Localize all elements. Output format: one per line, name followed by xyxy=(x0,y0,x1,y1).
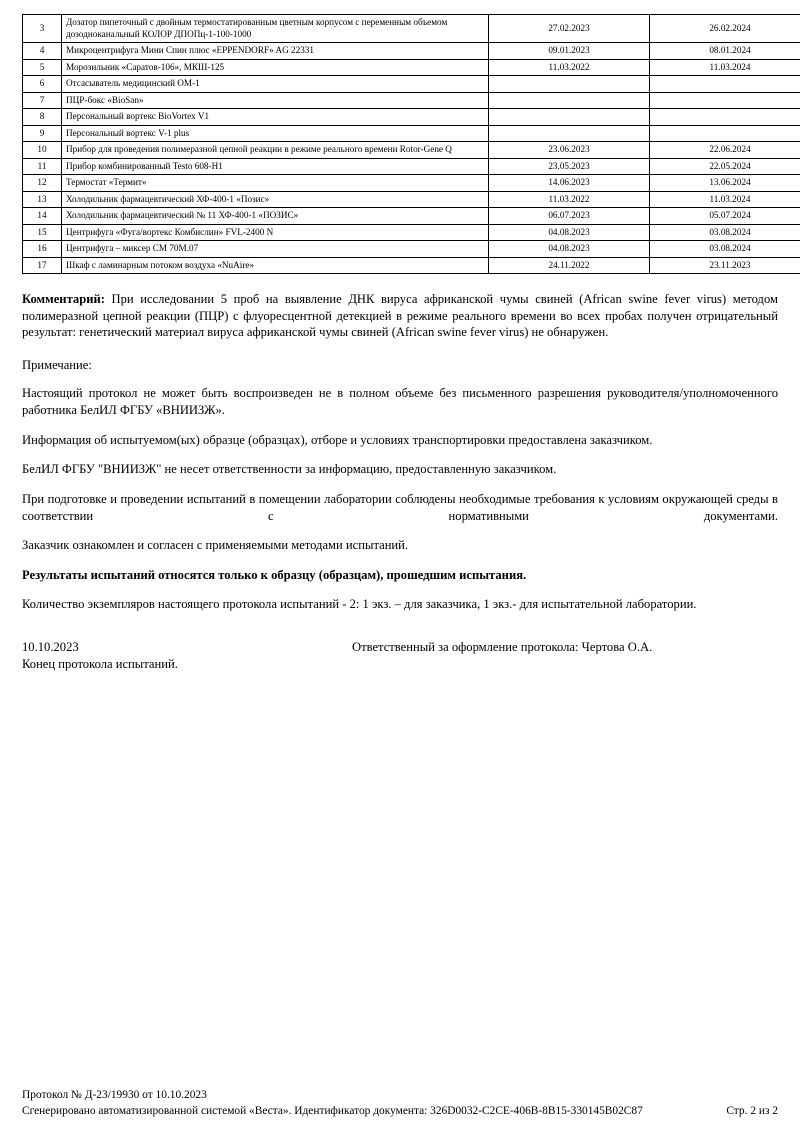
table-row xyxy=(23,191,800,208)
equipment-table xyxy=(22,14,800,274)
row-date-expires xyxy=(650,125,800,142)
row-date-expires: 11.03.2024 xyxy=(650,59,800,76)
comment-block xyxy=(22,291,778,341)
row-date-expires: 13.06.2024 xyxy=(650,175,800,192)
signature-date: 10.10.2023 xyxy=(22,639,79,654)
row-number: 4 xyxy=(23,43,62,60)
row-number: 10 xyxy=(23,142,62,159)
row-equipment-name: Центрифуга – миксер СМ 70М.07 xyxy=(62,241,489,258)
note-line-3: БелИЛ ФГБУ "ВНИИЗЖ" не несет ответственности за информацию, предоставленную заказчиком. xyxy=(22,462,557,477)
row-date-expires xyxy=(650,76,800,93)
table-row xyxy=(23,241,800,258)
row-number: 14 xyxy=(23,208,62,225)
row-date-verified: 11.03.2022 xyxy=(489,191,650,208)
row-date-expires: 22.05.2024 xyxy=(650,158,800,175)
table-row xyxy=(23,125,800,142)
row-equipment-name: Прибор комбинированный Testo 608-H1 xyxy=(62,158,489,175)
row-equipment-name: Холодильник фармацевтический № 11 ХФ-400-1 «ПОЗИС» xyxy=(62,208,489,225)
row-number: 3 xyxy=(23,15,62,43)
footer-page-label: Стр. 2 из 2 xyxy=(726,1105,778,1118)
table-row xyxy=(23,92,800,109)
table-row xyxy=(23,43,800,60)
row-date-expires: 03.08.2024 xyxy=(650,224,800,241)
row-number: 12 xyxy=(23,175,62,192)
table-row xyxy=(23,15,800,43)
row-date-verified: 04.08.2023 xyxy=(489,241,650,258)
table-row xyxy=(23,76,800,93)
table-row xyxy=(23,175,800,192)
row-number: 17 xyxy=(23,257,62,274)
row-number: 11 xyxy=(23,158,62,175)
footer-bottom-row xyxy=(22,1103,778,1120)
row-date-expires: 11.03.2024 xyxy=(650,191,800,208)
row-equipment-name: Термостат «Термит» xyxy=(62,175,489,192)
row-equipment-name: Персональный вортекс BioVortex V1 xyxy=(62,109,489,126)
note-line-4: При подготовке и проведении испытаний в помещении лаборатории соблюдены необходимые требования к условиям окружающей среды в соответствии с нормативными документами. xyxy=(22,491,778,523)
table-row xyxy=(23,59,800,76)
row-date-verified xyxy=(489,125,650,142)
table-row xyxy=(23,208,800,225)
table-row xyxy=(23,158,800,175)
table-row xyxy=(23,257,800,274)
row-date-verified: 23.06.2023 xyxy=(489,142,650,159)
row-date-verified: 11.03.2022 xyxy=(489,59,650,76)
note-line-2: Информация об испытуемом(ых) образце (образцах), отборе и условиях транспортировки предоставлена заказчиком. xyxy=(22,432,653,447)
row-date-expires: 05.07.2024 xyxy=(650,208,800,225)
row-date-expires: 22.06.2024 xyxy=(650,142,800,159)
row-date-verified: 09.01.2023 xyxy=(489,43,650,60)
comment-text: При исследовании 5 проб на выявление ДНК вируса африканской чумы свиней (African swine fever virus) методом полимеразной цепной реакции (ПЦР) с флуоресцентной детекцией в режиме реального времени во всех пробах получен отрицательный результат: генетический материал вируса африканской чумы свиней (African swine fever virus) не обнаружен. xyxy=(22,292,778,340)
row-equipment-name: Прибор для проведения полимеразной цепной реакции в режиме реального времени Rotor-Gene Q xyxy=(62,142,489,159)
row-number: 16 xyxy=(23,241,62,258)
row-date-expires: 03.08.2024 xyxy=(650,241,800,258)
row-date-expires xyxy=(650,92,800,109)
footer-protocol-line: Протокол № Д-23/19930 от 10.10.2023 xyxy=(22,1088,207,1101)
row-date-verified: 23.05.2023 xyxy=(489,158,650,175)
row-number: 5 xyxy=(23,59,62,76)
signature-row xyxy=(22,640,778,655)
row-number: 15 xyxy=(23,224,62,241)
note-title: Примечание: xyxy=(22,357,92,372)
row-equipment-name: Персональный вортекс V-1 plus xyxy=(62,125,489,142)
comment-label: Комментарий: xyxy=(22,292,105,306)
row-date-verified xyxy=(489,92,650,109)
table-row xyxy=(23,109,800,126)
table-row xyxy=(23,224,800,241)
row-date-verified: 27.02.2023 xyxy=(489,15,650,43)
row-number: 13 xyxy=(23,191,62,208)
row-date-verified: 04.08.2023 xyxy=(489,224,650,241)
row-number: 8 xyxy=(23,109,62,126)
page-footer xyxy=(22,1087,778,1120)
row-number: 7 xyxy=(23,92,62,109)
row-equipment-name: Отсасыватель медицинский ОМ-1 xyxy=(62,76,489,93)
row-date-expires xyxy=(650,109,800,126)
row-equipment-name: Шкаф с ламинарным потоком воздуха «NuAire» xyxy=(62,257,489,274)
row-date-verified: 14.06.2023 xyxy=(489,175,650,192)
row-number: 9 xyxy=(23,125,62,142)
row-equipment-name: Центрифуга «Фуга/вортекс Комбислин» FVL-2400 N xyxy=(62,224,489,241)
row-date-verified: 24.11.2022 xyxy=(489,257,650,274)
row-date-expires: 26.02.2024 xyxy=(650,15,800,43)
row-date-verified xyxy=(489,109,650,126)
row-equipment-name: Холодильник фармацевтический ХФ-400-1 «Позис» xyxy=(62,191,489,208)
row-date-verified xyxy=(489,76,650,93)
note-results-statement: Результаты испытаний относятся только к образцу (образцам), прошедшим испытания. xyxy=(22,567,527,582)
end-of-protocol: Конец протокола испытаний. xyxy=(22,656,178,671)
row-date-verified: 06.07.2023 xyxy=(489,208,650,225)
note-line-5: Заказчик ознакомлен и согласен с применяемыми методами испытаний. xyxy=(22,538,409,553)
row-date-expires: 08.01.2024 xyxy=(650,43,800,60)
note-line-1: Настоящий протокол не может быть воспроизведен не в полном объеме без письменного разрешения руководителя/уполномоченного работника БелИЛ ФГБУ «ВНИИЗЖ». xyxy=(22,386,778,418)
signature-responsible: Ответственный за оформление протокола: Чертова О.А. xyxy=(352,639,653,654)
row-equipment-name: Дозатор пипеточный с двойным термостатированным цветным корпусом с переменным объемом дозодноканальный КОЛОР ДПОПц-1-100-1000 xyxy=(62,15,489,43)
row-date-expires: 23.11.2023 xyxy=(650,257,800,274)
equipment-table-body xyxy=(23,15,800,274)
footer-generated-line: Сгенерировано автоматизированной системой «Веста». Идентификатор документа: 326D0032-C2CE-406B-8B15-330145B02C87 xyxy=(22,1105,643,1118)
row-equipment-name: ПЦР-бокс «BioSan» xyxy=(62,92,489,109)
note-copies-line: Количество экземпляров настоящего протокола испытаний - 2: 1 экз. – для заказчика, 1 экз.- для испытательной лаборатории. xyxy=(22,596,697,611)
table-row xyxy=(23,142,800,159)
row-number: 6 xyxy=(23,76,62,93)
row-equipment-name: Морозильник «Саратов-106», МКШ-125 xyxy=(62,59,489,76)
row-equipment-name: Микроцентрифуга Мини Спин плюс «EPPENDORF» AG 22331 xyxy=(62,43,489,60)
